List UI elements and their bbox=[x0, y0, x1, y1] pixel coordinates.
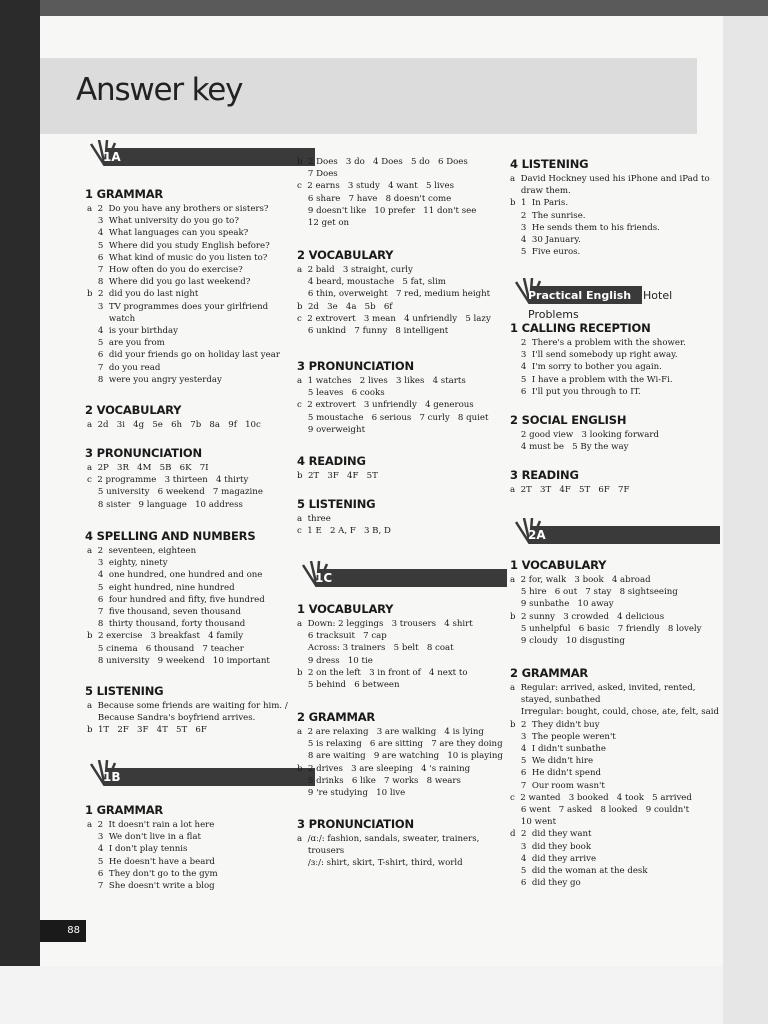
scan-bottom-edge bbox=[0, 966, 723, 1024]
section-body: a Down: 2 leggings 3 trousers 4 shirt 6 tracksuit 7 cap Across: 3 trainers 5 belt 8 coat 9 dress 10 tie b 2 on the left 3 in front of 4 next to 5 behind 6 between bbox=[297, 619, 473, 691]
section-heading: 2 GRAMMAR bbox=[510, 666, 589, 680]
section-heading: 1 VOCABULARY bbox=[297, 602, 394, 616]
scan-right-edge bbox=[723, 16, 768, 1024]
section-heading: 1 GRAMMAR bbox=[85, 803, 164, 817]
section-body: a 2 are relaxing 3 are walking 4 is lying 5 is relaxing 6 are sitting 7 are they doing 8 are waiting 9 are watching 10 is playing b 2 drives 3 are sleeping 4 's raining 5 drinks 6 like 7 works 8 wears 9 're studying 10 live bbox=[297, 727, 503, 799]
practical-english-banner bbox=[510, 278, 720, 321]
section-heading: 1 CALLING RECEPTION bbox=[510, 321, 651, 335]
unit-bar bbox=[107, 148, 315, 166]
section-body: 2 good view 3 looking forward 4 must be 5 By the way bbox=[520, 430, 660, 453]
section-heading: 3 READING bbox=[510, 468, 579, 482]
section-body: a 2 seventeen, eighteen 3 eighty, ninety 4 one hundred, one hundred and one 5 eight hundred, nine hundred 6 four hundred and fifty, five hundred 7 five thousand, seven thousand 8 thirty thousand, forty thousand b 2 exercise 3 breakfast 4 family 5 cinema 6 thousand 7 teacher 8 university 9 weekend 10 important bbox=[87, 546, 270, 666]
unit-bar bbox=[319, 569, 507, 587]
section-heading: 4 READING bbox=[297, 454, 366, 468]
section-body: a David Hockney used his iPhone and iPad to draw them. b 1 In Paris. 2 The sunrise. 3 He sends them to his friends. 4 30 January. 5 Five euros. bbox=[510, 174, 710, 258]
section-heading: 2 SOCIAL ENGLISH bbox=[510, 413, 627, 427]
section-body: a 2T 3T 4F 5T 6F 7F bbox=[510, 485, 630, 495]
scan-left-shadow bbox=[0, 0, 40, 1024]
unit-label: 1C bbox=[315, 571, 333, 585]
section-body: a Because some friends are waiting for him. / Because Sandra's boyfriend arrives. b 1T 2F 3F 4T 5T 6F bbox=[87, 701, 288, 736]
unit-label: 1A bbox=[103, 150, 121, 164]
unit-1b-banner bbox=[85, 760, 315, 786]
section-body: b 2 Does 3 do 4 Does 5 do 6 Does 7 Does c 2 earns 3 study 4 want 5 lives 6 share 7 have 8 doesn't come 9 doesn't like 10 prefer 11 don't see 12 get on bbox=[297, 157, 477, 229]
unit-1a-banner bbox=[85, 140, 315, 166]
section-heading: 5 LISTENING bbox=[85, 684, 164, 698]
section-body: a 2 bald 3 straight, curly 4 beard, moustache 5 fat, slim 6 thin, overweight 7 red, medium height b 2d 3e 4a 5b 6f c 2 extrovert 3 mean 4 unfriendly 5 lazy 6 unkind 7 funny 8 intelligent bbox=[297, 265, 491, 337]
section-heading: 1 VOCABULARY bbox=[510, 558, 607, 572]
hotel-problems-label: Hotel Problems bbox=[528, 289, 673, 321]
unit-1c-banner bbox=[297, 561, 507, 587]
unit-bar bbox=[107, 768, 315, 786]
section-body: a Regular: arrived, asked, invited, rented, stayed, sunbathed Irregular: bought, could, chose, ate, felt, said b 2 They didn't buy 3 The people weren't 4 I didn't sunbathe 5 We didn't hire 6 He didn't spend 7 Our room wasn't c 2 wanted 3 booked 4 took 5 arrived 6 went 7 asked 8 looked 9 couldn't 10 went d 2 did they want 3 did they book 4 did they arrive 5 did the woman at the desk 6 did they go bbox=[510, 683, 719, 889]
section-heading: 4 SPELLING AND NUMBERS bbox=[85, 529, 256, 543]
section-body: b 2T 3F 4F 5T bbox=[297, 471, 378, 481]
unit-bar bbox=[532, 526, 720, 544]
section-body: a 2 Do you have any brothers or sisters? 3 What university do you go to? 4 What languages can you speak? 5 Where did you study English before? 6 What kind of music do you listen to? 7 How often do you do exercise? 8 Where did you go last weekend? b 2 did you do last night 3 TV programmes does your girlfriend watch 4 is your birthday 5 are you from 6 did your friends go on holiday last year 7 do you read 8 were you angry yesterday bbox=[87, 204, 280, 385]
section-body: a 2 for, walk 3 book 4 abroad 5 hire 6 out 7 stay 8 sightseeing 9 sunbathe 10 away b 2 sunny 3 crowded 4 delicious 5 unhelpful 6 basic 7 friendly 8 lovely 9 cloudy 10 disgusting bbox=[510, 575, 702, 647]
practical-english-label: Practical English bbox=[528, 289, 632, 302]
section-body: a 1 watches 2 lives 3 likes 4 starts 5 leaves 6 cooks c 2 extrovert 3 unfriendly 4 generous 5 moustache 6 serious 7 curly 8 quiet 9 overweight bbox=[297, 376, 489, 435]
unit-2a-banner bbox=[510, 518, 720, 544]
answer-key-page bbox=[40, 16, 723, 966]
section-body: a three c 1 E 2 A, F 3 B, D bbox=[297, 514, 391, 537]
unit-label bbox=[524, 286, 720, 321]
section-body: a 2 It doesn't rain a lot here 3 We don't live in a flat 4 I don't play tennis 5 He doesn't have a beard 6 They don't go to the gym 7 She doesn't write a blog bbox=[87, 820, 218, 892]
section-heading: 2 GRAMMAR bbox=[297, 710, 376, 724]
section-body: a /ɑː/: fashion, sandals, sweater, trainers, trousers /ɜː/: shirt, skirt, T-shirt, third, world bbox=[297, 834, 480, 869]
page-title: Answer key bbox=[76, 72, 243, 108]
section-heading: 3 PRONUNCIATION bbox=[85, 446, 202, 460]
section-heading: 4 LISTENING bbox=[510, 157, 589, 171]
page-number: 88 bbox=[40, 920, 86, 942]
section-heading: 2 VOCABULARY bbox=[85, 403, 182, 417]
section-heading: 3 PRONUNCIATION bbox=[297, 817, 414, 831]
section-heading: 2 VOCABULARY bbox=[297, 248, 394, 262]
section-body: a 2d 3i 4g 5e 6h 7b 8a 9f 10c bbox=[87, 420, 261, 430]
section-body: 2 There's a problem with the shower. 3 I'll send somebody up right away. 4 I'm sorry to bother you again. 5 I have a problem with the Wi-Fi. 6 I'll put you through to IT. bbox=[520, 338, 686, 397]
section-heading: 1 GRAMMAR bbox=[85, 187, 164, 201]
section-heading: 5 LISTENING bbox=[297, 497, 376, 511]
section-body: a 2P 3R 4M 5B 6K 7I c 2 programme 3 thirteen 4 thirty 5 university 6 weekend 7 magazine 8 sister 9 language 10 address bbox=[87, 463, 263, 510]
section-heading: 3 PRONUNCIATION bbox=[297, 359, 414, 373]
unit-label: 1B bbox=[103, 770, 121, 784]
unit-label: 2A bbox=[528, 528, 546, 542]
